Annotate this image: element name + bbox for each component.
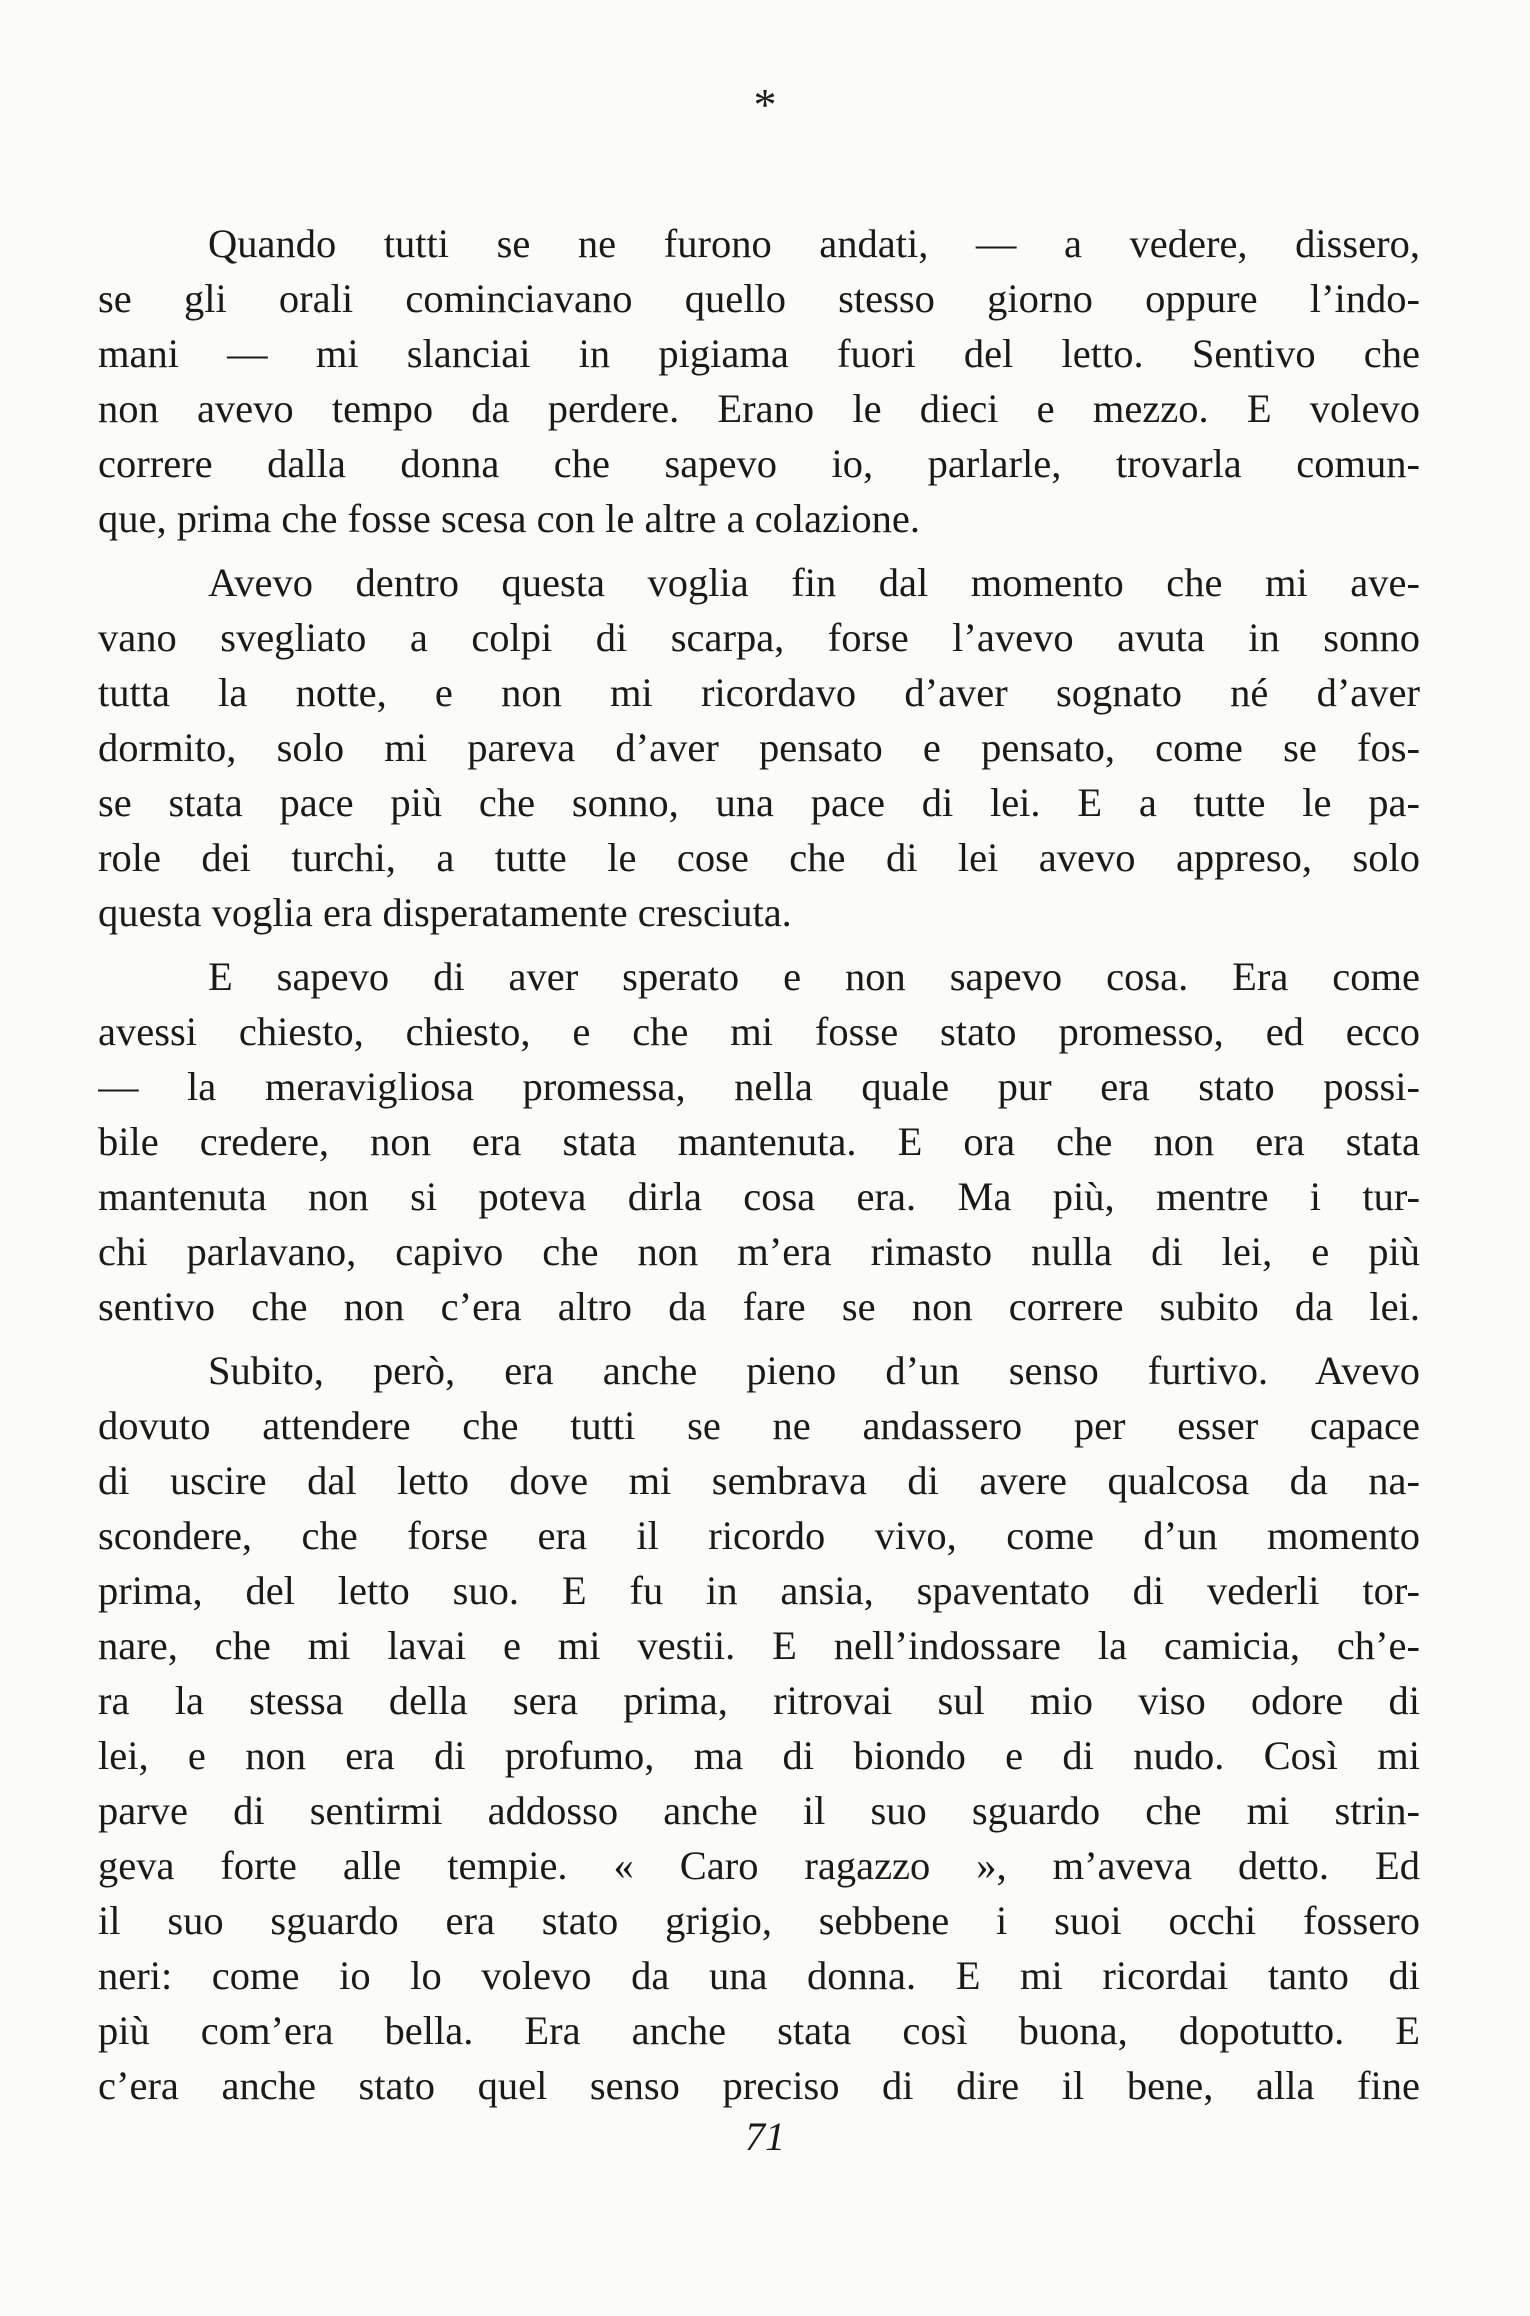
text-line: avessi chiesto, chiesto, e che mi fosse stato promesso, ed ecco [98, 1009, 1420, 1054]
text-line: role dei turchi, a tutte le cose che di lei avevo appreso, solo [98, 835, 1420, 880]
text-line: dormito, solo mi pareva d’aver pensato e pensato, come se fos- [98, 725, 1420, 770]
text-line: — la meravigliosa promessa, nella quale pur era stato possi- [98, 1064, 1420, 1109]
text-line: geva forte alle tempie. « Caro ragazzo », m’aveva detto. Ed [98, 1843, 1420, 1888]
text-line: correre dalla donna che sapevo io, parlarle, trovarla comun- [98, 441, 1420, 486]
text-line: Subito, però, era anche pieno d’un senso furtivo. Avevo [208, 1348, 1420, 1393]
text-line: parve di sentirmi addosso anche il suo sguardo che mi strin- [98, 1788, 1420, 1833]
text-line: scondere, che forse era il ricordo vivo, come d’un momento [98, 1513, 1420, 1558]
text-line: vano svegliato a colpi di scarpa, forse l’avevo avuta in sonno [98, 615, 1420, 660]
text-line: chi parlavano, capivo che non m’era rimasto nulla di lei, e più [98, 1229, 1420, 1274]
text-line: più com’era bella. Era anche stata così buona, dopotutto. E [98, 2008, 1420, 2053]
text-line: Quando tutti se ne furono andati, — a vedere, dissero, [208, 221, 1420, 266]
text-line: lei, e non era di profumo, ma di biondo e di nudo. Così mi [98, 1733, 1420, 1778]
paragraph [98, 949, 1420, 1334]
paragraph [98, 216, 1420, 546]
body-text [98, 216, 1420, 2113]
text-line: prima, del letto suo. E fu in ansia, spaventato di vederli tor- [98, 1568, 1420, 1613]
text-line: Avevo dentro questa voglia fin dal momento che mi ave- [208, 560, 1420, 605]
page-number: 71 [745, 2114, 785, 2159]
text-line: dovuto attendere che tutti se ne andassero per esser capace [98, 1403, 1420, 1448]
text-line: non avevo tempo da perdere. Erano le dieci e mezzo. E volevo [98, 386, 1420, 431]
text-line: nare, che mi lavai e mi vestii. E nell’indossare la camicia, ch’e- [98, 1623, 1420, 1668]
text-line: c’era anche stato quel senso preciso di dire il bene, alla fine [98, 2063, 1420, 2108]
text-line: E sapevo di aver sperato e non sapevo cosa. Era come [208, 954, 1420, 999]
paragraph [98, 555, 1420, 940]
text-line: se stata pace più che sonno, una pace di lei. E a tutte le pa- [98, 780, 1420, 825]
text-line: di uscire dal letto dove mi sembrava di avere qualcosa da na- [98, 1458, 1420, 1503]
text-line: ra la stessa della sera prima, ritrovai sul mio viso odore di [98, 1678, 1420, 1723]
text-line: questa voglia era disperatamente cresciuta. [98, 890, 792, 935]
text-line: neri: come io lo volevo da una donna. E mi ricordai tanto di [98, 1953, 1420, 1998]
text-line: se gli orali cominciavano quello stesso giorno oppure l’indo- [98, 276, 1420, 321]
text-line: mantenuta non si poteva dirla cosa era. Ma più, mentre i tur- [98, 1174, 1420, 1219]
text-line: que, prima che fosse scesa con le altre a colazione. [98, 496, 920, 541]
text-line: mani — mi slanciai in pigiama fuori del letto. Sentivo che [98, 331, 1420, 376]
text-line: bile credere, non era stata mantenuta. E ora che non era stata [98, 1119, 1420, 1164]
text-line: tutta la notte, e non mi ricordavo d’aver sognato né d’aver [98, 670, 1420, 715]
section-ornament: * [753, 79, 777, 130]
text-line: sentivo che non c’era altro da fare se non correre subito da lei. [98, 1284, 1420, 1329]
paragraph [98, 1343, 1420, 2113]
text-line: il suo sguardo era stato grigio, sebbene i suoi occhi fossero [98, 1898, 1420, 1943]
